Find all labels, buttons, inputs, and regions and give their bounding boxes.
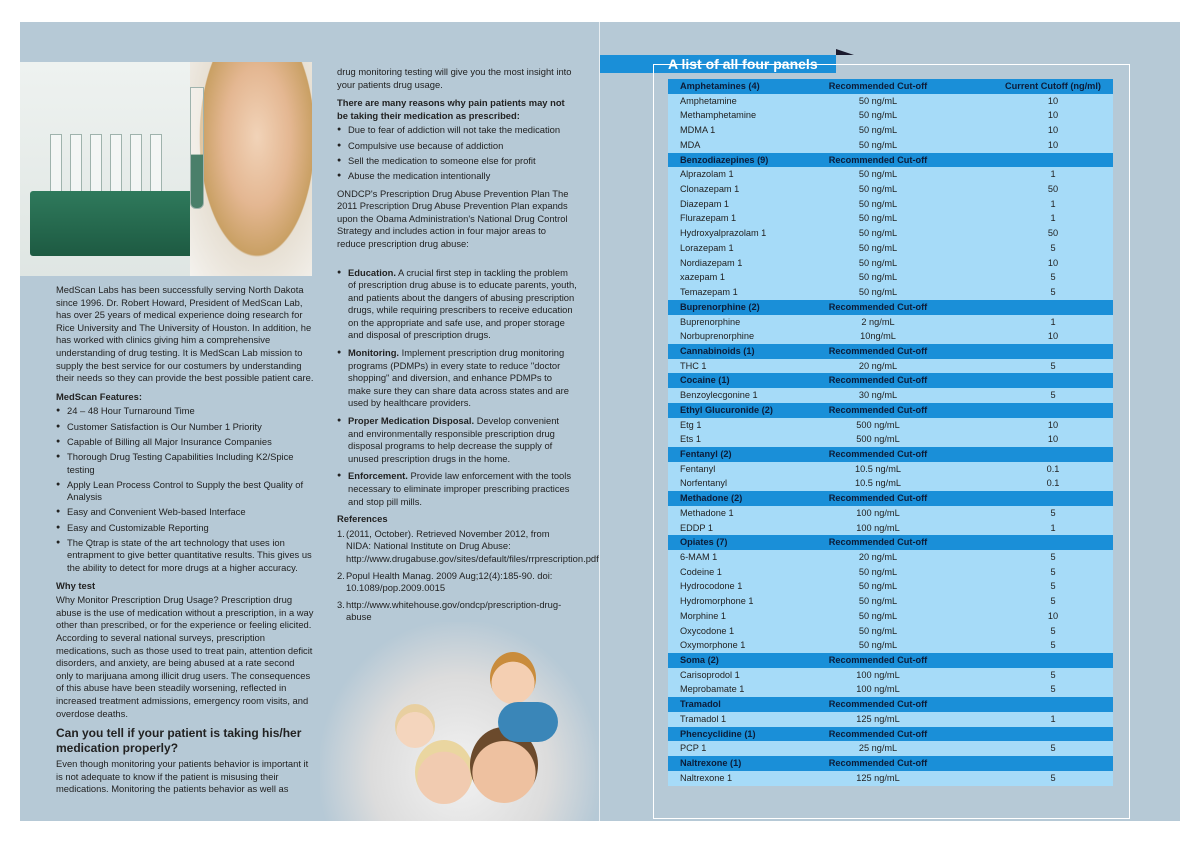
drug-name: MDA <box>680 139 701 150</box>
ref-text: (2011, October). Retrieved November 2012, from NIDA: National Institute on Drug Abuse: http://www.drugabuse.gov/sites/default/files/rrprescription.pdf <box>346 527 599 564</box>
drug-name: Ets 1 <box>680 434 701 445</box>
ondcp-paragraph: ONDCP's Prescription Drug Abuse Prevention Plan The 2011 Prescription Drug Abuse Prevention Plan expands upon the Obama Administration's National Drug Control Strategy and includes action in four major areas to reduce prescription drug abuse: <box>337 187 569 249</box>
drug-name: Etg 1 <box>680 419 702 430</box>
drug-name: Morphine 1 <box>680 610 726 621</box>
right-page <box>600 22 1180 821</box>
table-row <box>668 167 1113 182</box>
group-name: Buprenorphine (2) <box>680 301 760 312</box>
table-row <box>668 432 1113 447</box>
list-item: ● Easy and Customizable Reporting <box>56 522 314 535</box>
current-cutoff: 5 <box>1050 552 1056 562</box>
group-name: Ethyl Glucuronide (2) <box>680 404 773 415</box>
current-cutoff: 1 <box>1050 316 1056 327</box>
drug-name: Codeine 1 <box>680 566 722 577</box>
current-cutoff: 5 <box>1050 507 1056 518</box>
current-cutoff: 5 <box>1050 581 1056 592</box>
table-row <box>668 123 1113 138</box>
table-group-header <box>668 535 1113 550</box>
current-cutoff-header: Current Cutoff (ng/ml) <box>1005 81 1101 91</box>
list-item: ● Due to fear of addiction will not take the medication <box>337 124 577 137</box>
table-row <box>668 138 1113 153</box>
drug-name: Carisoprodol 1 <box>680 669 740 680</box>
table-row <box>668 226 1113 241</box>
current-cutoff: 10 <box>1047 331 1059 342</box>
drug-name: Temazepam 1 <box>680 287 738 298</box>
child-shirt <box>498 702 558 742</box>
recommended-cutoff: 50 ng/mL <box>858 198 898 209</box>
current-cutoff: 1 <box>1050 169 1056 180</box>
table-row <box>668 550 1113 565</box>
ref-text: http://www.whitehouse.gov/ondcp/prescription-drug-abuse <box>346 598 562 623</box>
recommended-cutoff: 50 ng/mL <box>858 287 898 298</box>
list-item <box>337 347 577 410</box>
current-cutoff: 10 <box>1047 125 1059 136</box>
group-name: Soma (2) <box>680 655 719 666</box>
drug-name: MDMA 1 <box>680 125 716 136</box>
list-item <box>337 415 577 465</box>
current-cutoff: 10 <box>1047 95 1059 106</box>
group-name: Tramadol <box>680 699 721 710</box>
recommended-cutoff: 10ng/mL <box>860 331 896 342</box>
table-row <box>668 329 1113 344</box>
table-group-header <box>668 344 1113 359</box>
drug-name: Fentanyl <box>680 463 716 474</box>
recommended-cutoff: 50 ng/mL <box>858 184 898 195</box>
table-group-header <box>668 373 1113 388</box>
list-item: ● Compulsive use because of addiction <box>337 140 577 153</box>
table-row <box>668 712 1113 727</box>
recommended-cutoff: 50 ng/mL <box>858 110 898 121</box>
cutoff-header: Recommended Cut-off <box>828 728 928 739</box>
list-item <box>337 267 577 343</box>
table-group-header <box>668 653 1113 668</box>
cutoff-header: Recommended Cut-off <box>828 375 928 386</box>
table-row <box>668 211 1113 226</box>
table-row <box>668 476 1113 491</box>
cutoff-header: Recommended Cut-off <box>828 448 928 459</box>
list-item: ● Thorough Drug Testing Capabilities Including K2/Spice testing <box>56 451 314 476</box>
drug-name: Buprenorphine <box>680 316 741 327</box>
current-cutoff: 5 <box>1050 287 1056 298</box>
references-heading: References <box>337 513 388 525</box>
current-cutoff: 10 <box>1047 434 1059 445</box>
drug-name: Clonazepam 1 <box>680 184 740 195</box>
table-row <box>668 579 1113 594</box>
recommended-cutoff: 100 ng/mL <box>856 669 900 680</box>
title-flag <box>836 49 854 55</box>
recommended-cutoff: 50 ng/mL <box>858 125 898 136</box>
drug-name: Flurazepam 1 <box>680 213 737 224</box>
recommended-cutoff: 125 ng/mL <box>856 713 900 724</box>
current-cutoff: 5 <box>1050 360 1056 371</box>
areas-list <box>337 267 577 509</box>
table-row <box>668 668 1113 683</box>
area-text: Develop convenient and environmentally responsible prescription drug disposal programs to help decrease the supply of unused prescription drugs in the home. <box>348 415 560 464</box>
table-row <box>668 270 1113 285</box>
cutoff-header: Recommended Cut-off <box>828 404 928 415</box>
question-heading: Can you tell if your patient is taking his/her medication properly? <box>56 726 302 756</box>
group-name: Benzodiazepines (9) <box>680 154 769 165</box>
table-group-header <box>668 491 1113 506</box>
table-group-header <box>668 756 1113 771</box>
drug-name: xazepam 1 <box>680 272 725 283</box>
features-heading: MedScan Features: <box>56 390 142 402</box>
table-row <box>668 359 1113 374</box>
table-row <box>668 741 1113 756</box>
drug-name: Norbuprenorphine <box>680 331 755 342</box>
table-row <box>668 182 1113 197</box>
ref-text: Popul Health Manag. 2009 Aug;12(4):185-90. doi: 10.1089/pop.2009.0015 <box>346 569 553 594</box>
table-row <box>668 771 1113 786</box>
cutoff-header: Recommended Cut-off <box>828 758 928 769</box>
scientist-figure <box>190 62 312 276</box>
current-cutoff: 5 <box>1050 669 1056 680</box>
recommended-cutoff: 25 ng/mL <box>858 743 898 754</box>
current-cutoff: 5 <box>1050 596 1056 607</box>
why-test-paragraph: Why Monitor Prescription Drug Usage? Prescription drug abuse is the use of medication without a prescription, in a way other than prescribed, or for the experience or feeling elicited. According to several national surveys, prescription medications, such as those used to treat pain, attention deficit disorders, and anxiety, are being abused at a rate second only to marijuana among illicit drug users. The consequences of this abuse have been steadily worsening, reflected in increased treatment admissions, emergency room visits, and overdose deaths. <box>56 594 314 719</box>
recommended-cutoff: 100 ng/mL <box>856 684 900 695</box>
current-cutoff: 5 <box>1050 772 1056 783</box>
recommended-cutoff: 50 ng/mL <box>858 169 898 180</box>
group-name: Cocaine (1) <box>680 375 730 386</box>
lab-photo <box>20 62 312 276</box>
current-cutoff: 1 <box>1050 213 1056 224</box>
current-cutoff: 5 <box>1050 272 1056 283</box>
area-title: Enforcement. <box>348 470 408 482</box>
table-row <box>668 565 1113 580</box>
table-group-header <box>668 79 1113 94</box>
current-cutoff: 5 <box>1050 640 1056 651</box>
list-item: ● Capable of Billing all Major Insurance Companies <box>56 436 314 449</box>
recommended-cutoff: 100 ng/mL <box>856 522 900 533</box>
tube-rack <box>30 191 200 256</box>
recommended-cutoff: 50 ng/mL <box>858 257 898 268</box>
group-name: Cannabinoids (1) <box>680 345 755 356</box>
child-figure <box>395 704 435 748</box>
current-cutoff: 5 <box>1050 390 1056 401</box>
intro-paragraph: MedScan Labs has been successfully serving North Dakota since 1996. Dr. Robert Howard, President of MedScan Lab, has over 25 years of medical experience doing research for Rice University and The University of Houston. In addition, he has worked with clinics giving him a comprehensive understanding of drug testing. It is MedScan Lab mission to supply the best service for our costumers by understanding their needs so they can provide the best possible patient care. <box>56 284 314 384</box>
recommended-cutoff: 50 ng/mL <box>858 610 898 621</box>
recommended-cutoff: 50 ng/mL <box>858 581 898 592</box>
recommended-cutoff: 50 ng/mL <box>858 566 898 577</box>
recommended-cutoff: 50 ng/mL <box>858 95 898 106</box>
current-cutoff: 10 <box>1047 419 1059 430</box>
table-group-header <box>668 727 1113 742</box>
reasons-list <box>337 124 577 182</box>
table-group-header <box>668 300 1113 315</box>
table-row <box>668 285 1113 300</box>
table-group-header <box>668 153 1113 168</box>
drug-name: Lorazepam 1 <box>680 242 734 253</box>
recommended-cutoff: 2 ng/mL <box>861 316 895 327</box>
table-row <box>668 624 1113 639</box>
table-row <box>668 256 1113 271</box>
current-cutoff: 1 <box>1050 713 1056 724</box>
recommended-cutoff: 100 ng/mL <box>856 507 900 518</box>
group-name: Amphetamines (4) <box>680 81 760 91</box>
recommended-cutoff: 500 ng/mL <box>856 419 900 430</box>
list-item: ● Easy and Convenient Web-based Interface <box>56 506 314 519</box>
middle-column <box>337 66 599 628</box>
group-name: Opiates (7) <box>680 537 728 548</box>
table-row <box>668 506 1113 521</box>
table-group-header <box>668 697 1113 712</box>
cutoff-header: Recommended Cut-off <box>828 301 928 312</box>
recommended-cutoff: 10.5 ng/mL <box>855 478 901 489</box>
left-page <box>20 22 599 821</box>
recommended-cutoff: 20 ng/mL <box>858 552 898 562</box>
recommended-cutoff: 50 ng/mL <box>858 228 898 239</box>
list-item <box>337 570 577 595</box>
current-cutoff: 10 <box>1047 139 1059 150</box>
current-cutoff: 5 <box>1050 242 1056 253</box>
list-item: ● The Qtrap is state of the art technology that uses ion entrapment to give better quantitative results. This gives us the ability to detect for more drugs at a higher accuracy. <box>56 537 314 575</box>
current-cutoff: 50 <box>1047 184 1059 195</box>
drug-name: Meprobamate 1 <box>680 684 745 695</box>
area-text: Provide law enforcement with the tools necessary to eliminate improper prescribing practices and stop pill mills. <box>348 470 572 507</box>
table-row <box>668 638 1113 653</box>
area-text: Implement prescription drug monitoring programs (PDMPs) in every state to reduce "doctor shopping" and diversion, and enhance PDMPs to make sure they can share data across states and are used by healthcare providers. <box>348 347 569 409</box>
table-row <box>668 197 1113 212</box>
drug-name: Tramadol 1 <box>680 713 727 724</box>
table-row <box>668 241 1113 256</box>
current-cutoff: 1 <box>1050 522 1056 533</box>
table-row <box>668 108 1113 123</box>
current-cutoff: 10 <box>1047 110 1059 121</box>
drug-name: Naltrexone 1 <box>680 772 733 783</box>
cutoff-header: Recommended Cut-off <box>828 493 928 504</box>
drug-name: Alprazolam 1 <box>680 169 734 180</box>
current-cutoff: 0.1 <box>1046 463 1060 474</box>
list-item: ● Apply Lean Process Control to Supply the best Quality of Analysis <box>56 479 314 504</box>
current-cutoff: 10 <box>1047 257 1059 268</box>
list-item: ● Abuse the medication intentionally <box>337 170 577 183</box>
child-figure <box>490 652 536 704</box>
recommended-cutoff: 50 ng/mL <box>858 640 898 651</box>
reasons-heading: There are many reasons why pain patients may not be taking their medication as prescribed: <box>337 97 565 121</box>
drug-name: Nordiazepam 1 <box>680 257 743 268</box>
drug-name: Diazepam 1 <box>680 198 730 209</box>
current-cutoff: 0.1 <box>1046 478 1060 489</box>
why-test-heading: Why test <box>56 579 96 591</box>
drug-name: PCP 1 <box>680 743 707 754</box>
cutoff-header: Recommended Cut-off <box>828 655 928 666</box>
cutoff-header: Recommended Cut-off <box>828 345 928 356</box>
question-paragraph: Even though monitoring your patients behavior is important it is not adequate to know if the patient is misusing their medications. Monitoring the patients behavior as well as <box>56 758 309 795</box>
list-item: ● 24 – 48 Hour Turnaround Time <box>56 405 314 418</box>
drug-name: THC 1 <box>680 360 707 371</box>
table-row <box>668 418 1113 433</box>
drug-name: EDDP 1 <box>680 522 714 533</box>
current-cutoff: 1 <box>1050 198 1056 209</box>
recommended-cutoff: 50 ng/mL <box>858 596 898 607</box>
drug-name: Benzoylecgonine 1 <box>680 390 758 401</box>
recommended-cutoff: 50 ng/mL <box>858 272 898 283</box>
table-row <box>668 388 1113 403</box>
current-cutoff: 5 <box>1050 566 1056 577</box>
list-item: ● Sell the medication to someone else for profit <box>337 155 577 168</box>
references-list <box>337 527 599 624</box>
drug-name: Hydroxyalprazolam 1 <box>680 228 767 239</box>
recommended-cutoff: 10.5 ng/mL <box>855 463 901 474</box>
table-group-header <box>668 403 1113 418</box>
recommended-cutoff: 500 ng/mL <box>856 434 900 445</box>
table-row <box>668 94 1113 109</box>
features-list <box>56 405 314 574</box>
area-title: Proper Medication Disposal. <box>348 415 475 427</box>
group-name: Naltrexone (1) <box>680 758 742 769</box>
cutoff-header: Recommended Cut-off <box>828 537 928 548</box>
drug-name: Methamphetamine <box>680 110 757 121</box>
ref-number: 1. <box>337 527 345 539</box>
cutoff-header: Recommended Cut-off <box>828 154 928 165</box>
area-title: Monitoring. <box>348 347 400 359</box>
list-item <box>337 599 577 624</box>
woman-figure <box>415 740 473 804</box>
current-cutoff: 5 <box>1050 684 1056 695</box>
table-row <box>668 609 1113 624</box>
recommended-cutoff: 50 ng/mL <box>858 242 898 253</box>
panels-title: A list of all four panels <box>600 55 836 73</box>
drug-name: Amphetamine <box>680 95 737 106</box>
list-item: ● Customer Satisfaction is Our Number 1 Priority <box>56 421 314 434</box>
ref-number: 2. <box>337 569 345 581</box>
current-cutoff: 5 <box>1050 743 1056 754</box>
family-photo <box>320 622 599 821</box>
table-row <box>668 315 1113 330</box>
recommended-cutoff: 50 ng/mL <box>858 625 898 636</box>
table-row <box>668 594 1113 609</box>
group-name: Phencyclidine (1) <box>680 728 756 739</box>
list-item <box>337 470 577 508</box>
drug-name: 6-MAM 1 <box>680 552 718 562</box>
current-cutoff: 10 <box>1047 610 1059 621</box>
group-name: Fentanyl (2) <box>680 448 732 459</box>
list-item <box>337 527 599 566</box>
drug-panel-table <box>668 79 1113 786</box>
held-test-tube <box>190 87 204 209</box>
cutoff-header: Recommended Cut-off <box>828 699 928 710</box>
current-cutoff: 50 <box>1047 228 1059 239</box>
recommended-cutoff: 20 ng/mL <box>858 360 898 371</box>
cutoff-header: Recommended Cut-off <box>828 81 928 91</box>
drug-name: Hydromorphone 1 <box>680 596 754 607</box>
group-name: Methadone (2) <box>680 493 743 504</box>
recommended-cutoff: 50 ng/mL <box>858 213 898 224</box>
drug-name: Oxymorphone 1 <box>680 640 746 651</box>
current-cutoff: 5 <box>1050 625 1056 636</box>
drug-name: Oxycodone 1 <box>680 625 735 636</box>
continued-paragraph: drug monitoring testing will give you the most insight into your patients drug usage. <box>337 66 572 90</box>
drug-name: Hydrocodone 1 <box>680 581 743 592</box>
table-row <box>668 462 1113 477</box>
area-title: Education. <box>348 266 396 278</box>
table-row <box>668 521 1113 536</box>
drug-name: Methadone 1 <box>680 507 734 518</box>
table-row <box>668 682 1113 697</box>
recommended-cutoff: 50 ng/mL <box>858 139 898 150</box>
table-group-header <box>668 447 1113 462</box>
drug-name: Norfentanyl <box>680 478 727 489</box>
recommended-cutoff: 30 ng/mL <box>858 390 898 401</box>
left-column <box>56 284 314 802</box>
area-text: A crucial first step in tackling the problem of prescription drug abuse is to educate parents, youth, and patients about the dangers of abusing prescription drugs, while requiring prescribers to receive education on the appropriate and safe use, and proper storage and disposal of prescription drugs. <box>348 266 577 341</box>
ref-number: 3. <box>337 598 345 610</box>
recommended-cutoff: 125 ng/mL <box>856 772 900 783</box>
